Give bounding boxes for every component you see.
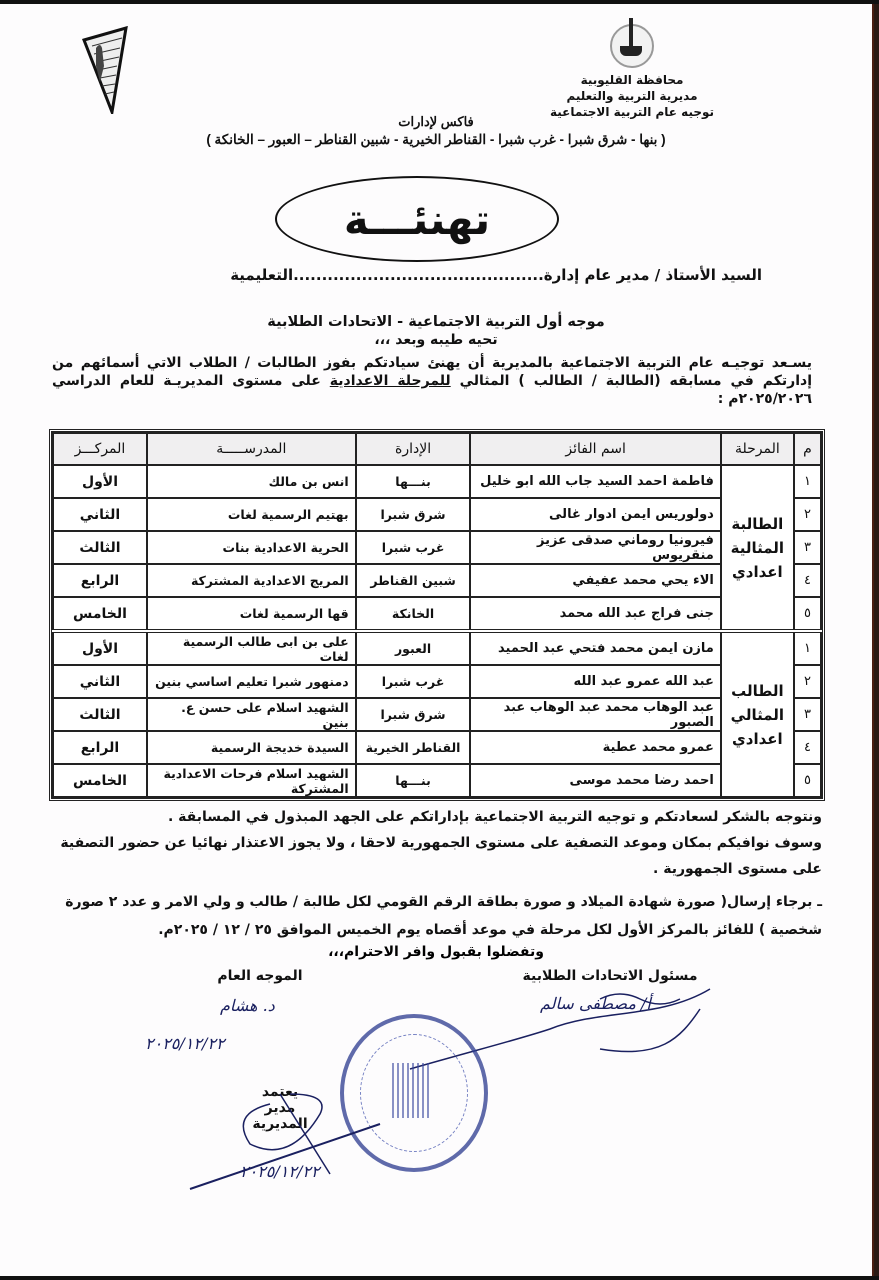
document-page [0, 4, 874, 1276]
governorate-name: محافظة القليوبية [580, 73, 684, 87]
row-number: ٣ [794, 698, 821, 731]
winner-name: عبد الله عمرو عبد الله [470, 665, 720, 698]
letterhead [502, 24, 762, 120]
governorate-logo-icon [610, 24, 654, 68]
admin-name: غرب شبرا [356, 665, 471, 698]
col-rank: المركـــز [53, 433, 147, 465]
table-row [53, 498, 821, 531]
winner-name: عمرو محمد عطية [470, 731, 720, 764]
subtitle-supervisor: موجه أول التربية الاجتماعية - الاتحادات الطلابية [267, 314, 605, 330]
row-number: ٤ [794, 564, 821, 597]
stage-line: المثالية [730, 538, 785, 557]
row-number: ٥ [794, 597, 821, 631]
col-num: م [794, 433, 821, 465]
row-number: ٥ [794, 764, 821, 797]
rank: الثاني [53, 665, 147, 698]
general-supervisor-date: ٢٠٢٥/١٢/٢٢ [145, 1034, 225, 1053]
table-row [53, 564, 821, 597]
admin-name: شبين القناطر [356, 564, 471, 597]
admin-name: غرب شبرا [356, 531, 471, 564]
admin-name: بنـــها [356, 465, 471, 498]
closing-line: وتفضلوا بقبول وافر الاحترام،،، [328, 944, 544, 960]
rank: الخامس [53, 597, 147, 631]
table-row [53, 597, 821, 631]
row-number: ٣ [794, 531, 821, 564]
admin-name: شرق شبرا [356, 498, 471, 531]
intro-part2: على مستوى المديريـة للعام الدراسي ٢٠٢٥/٢٠٢٦م : [52, 373, 812, 407]
stage-line: الطالب [731, 681, 784, 700]
school-name: دمنهور شبرا تعليم اساسي بنين [147, 665, 356, 698]
admin-name: بنـــها [356, 764, 471, 797]
fax-title: فاكس لإدارات [398, 114, 474, 129]
unions-officer-handwritten: أ/ مصطفى سالم [540, 994, 651, 1013]
rank: الخامس [53, 764, 147, 797]
rank: الرابع [53, 564, 147, 597]
school-name: انس بن مالك [147, 465, 356, 498]
general-supervisor-title: الموجه العام [217, 968, 303, 984]
rank: الثاني [53, 498, 147, 531]
winner-name: دولوريس ايمن ادوار غالى [470, 498, 720, 531]
stage-line: الطالبة [731, 514, 784, 533]
rank: الثالث [53, 531, 147, 564]
stage-cell [721, 631, 794, 797]
stage-line: اعدادي [732, 562, 783, 581]
thanks-paragraph: ونتوجه بالشكر لسعادتكم و توجيه التربية الاجتماعية بإداراتكم على الجهد المبذول في المسابقة . [167, 809, 822, 825]
unions-officer-title: مسئول الاتحادات الطلابية [522, 968, 698, 984]
school-name: السيدة خديجة الرسمية [147, 731, 356, 764]
school-name: المريج الاعدادية المشتركة [147, 564, 356, 597]
table-row [53, 465, 821, 498]
table-row [53, 631, 821, 665]
winner-name: الاء يحي محمد عفيفي [470, 564, 720, 597]
request-paragraph: ـ برجاء إرسال( صورة شهادة الميلاد و صورة بطاقة الرقم القومي لكل طالبة / طالب و ولي الامر و عدد ٢ صورة شخصية ) للفائز بالمركز الأول لكل مرحلة في موعد أقصاه يوم الخميس الموافق ٢٥ / ١٢ / ٢٠٢٥م. [65, 894, 822, 938]
table-row [53, 764, 821, 797]
approval-label: يعتمد [261, 1084, 299, 1100]
row-number: ٢ [794, 665, 821, 698]
ministry-logo-icon [82, 26, 128, 114]
rank: الأول [53, 465, 147, 498]
intro-paragraph [52, 354, 812, 408]
directorate-name: مديرية التربية والتعليم [566, 89, 698, 103]
school-name: الشهيد اسلام فرحات الاعدادية المشتركة [147, 764, 356, 797]
admin-name: القناطر الخيرية [356, 731, 471, 764]
col-stage: المرحلة [721, 433, 794, 465]
approval-title: مدير المديرية [252, 1100, 308, 1132]
winner-name: مازن ايمن محمد فتحي عبد الحميد [470, 631, 720, 665]
title-ellipse [275, 176, 559, 262]
rank: الرابع [53, 731, 147, 764]
winner-name: احمد رضا محمد موسى [470, 764, 720, 797]
winner-name: فاطمة احمد السيد جاب الله ابو خليل [470, 465, 720, 498]
fax-districts: ( بنها - شرق شبرا - غرب شبرا - القناطر الخيرية - شبين القناطر – العبور – الخانكة ) [206, 132, 666, 147]
row-number: ٤ [794, 731, 821, 764]
notice-paragraph: وسوف نوافيكم بمكان وموعد التصفية على مستوى الجمهورية لاحقا ، ولا يجوز الاعتذار نهائيا عن حضور التصفية على مستوى الجمهورية . [60, 835, 822, 877]
winners-table [49, 429, 825, 801]
department-name: توجيه عام التربية الاجتماعية [549, 105, 715, 119]
col-admin: الإدارة [356, 433, 471, 465]
winner-name: جنى فراج عبد الله محمد [470, 597, 720, 631]
table-header-row [53, 433, 821, 465]
row-number: ١ [794, 465, 821, 498]
stage-line: اعدادي [732, 729, 783, 748]
stage-line: المثالي [730, 705, 785, 724]
row-number: ١ [794, 631, 821, 665]
admin-name: شرق شبرا [356, 698, 471, 731]
intro-underlined: للمرحلة الاعدادية [329, 373, 451, 389]
table-row [53, 531, 821, 564]
row-number: ٢ [794, 498, 821, 531]
table-row [53, 731, 821, 764]
intro-part1: يسـعد توجيـه عام التربية الاجتماعية بالمديرية أن يهنئ سيادتكم بفوز الطالبات / الطلاب الاتي أسمائهم من إدارتكم في مسابقه (الطالبة / الطالب ) المثالي [52, 355, 812, 389]
table-row [53, 698, 821, 731]
school-name: قها الرسمية لغات [147, 597, 356, 631]
rank: الثالث [53, 698, 147, 731]
admin-name: الخانكة [356, 597, 471, 631]
bottom-edge [0, 1276, 879, 1280]
school-name: بهتيم الرسمية لغات [147, 498, 356, 531]
stage-cell [721, 465, 794, 631]
greeting: تحيه طيبه وبعد ،،، [374, 332, 498, 348]
general-supervisor-handwritten: د. هشام [220, 996, 275, 1015]
col-name: اسم الفائز [470, 433, 720, 465]
table-row [53, 665, 821, 698]
rank: الأول [53, 631, 147, 665]
school-name: الشهيد اسلام على حسن ع. بنين [147, 698, 356, 731]
school-name: على بن ابى طالب الرسمية لغات [147, 631, 356, 665]
winner-name: عبد الوهاب محمد عبد الوهاب عبد الصبور [470, 698, 720, 731]
winner-name: فيرونيا روماني صدقى عزيز منقريوس [470, 531, 720, 564]
approval-date: ٢٠٢٥/١٢/٢٢ [240, 1162, 320, 1181]
school-name: الحرية الاعدادية بنات [147, 531, 356, 564]
document-title: تهنئـــة [343, 194, 491, 244]
general-supervisor-signature [200, 968, 320, 984]
salutation: السيد الأستاذ / مدير عام إدارة............................................التعليمية [230, 266, 762, 284]
col-school: المدرســـــة [147, 433, 356, 465]
admin-name: العبور [356, 631, 471, 665]
